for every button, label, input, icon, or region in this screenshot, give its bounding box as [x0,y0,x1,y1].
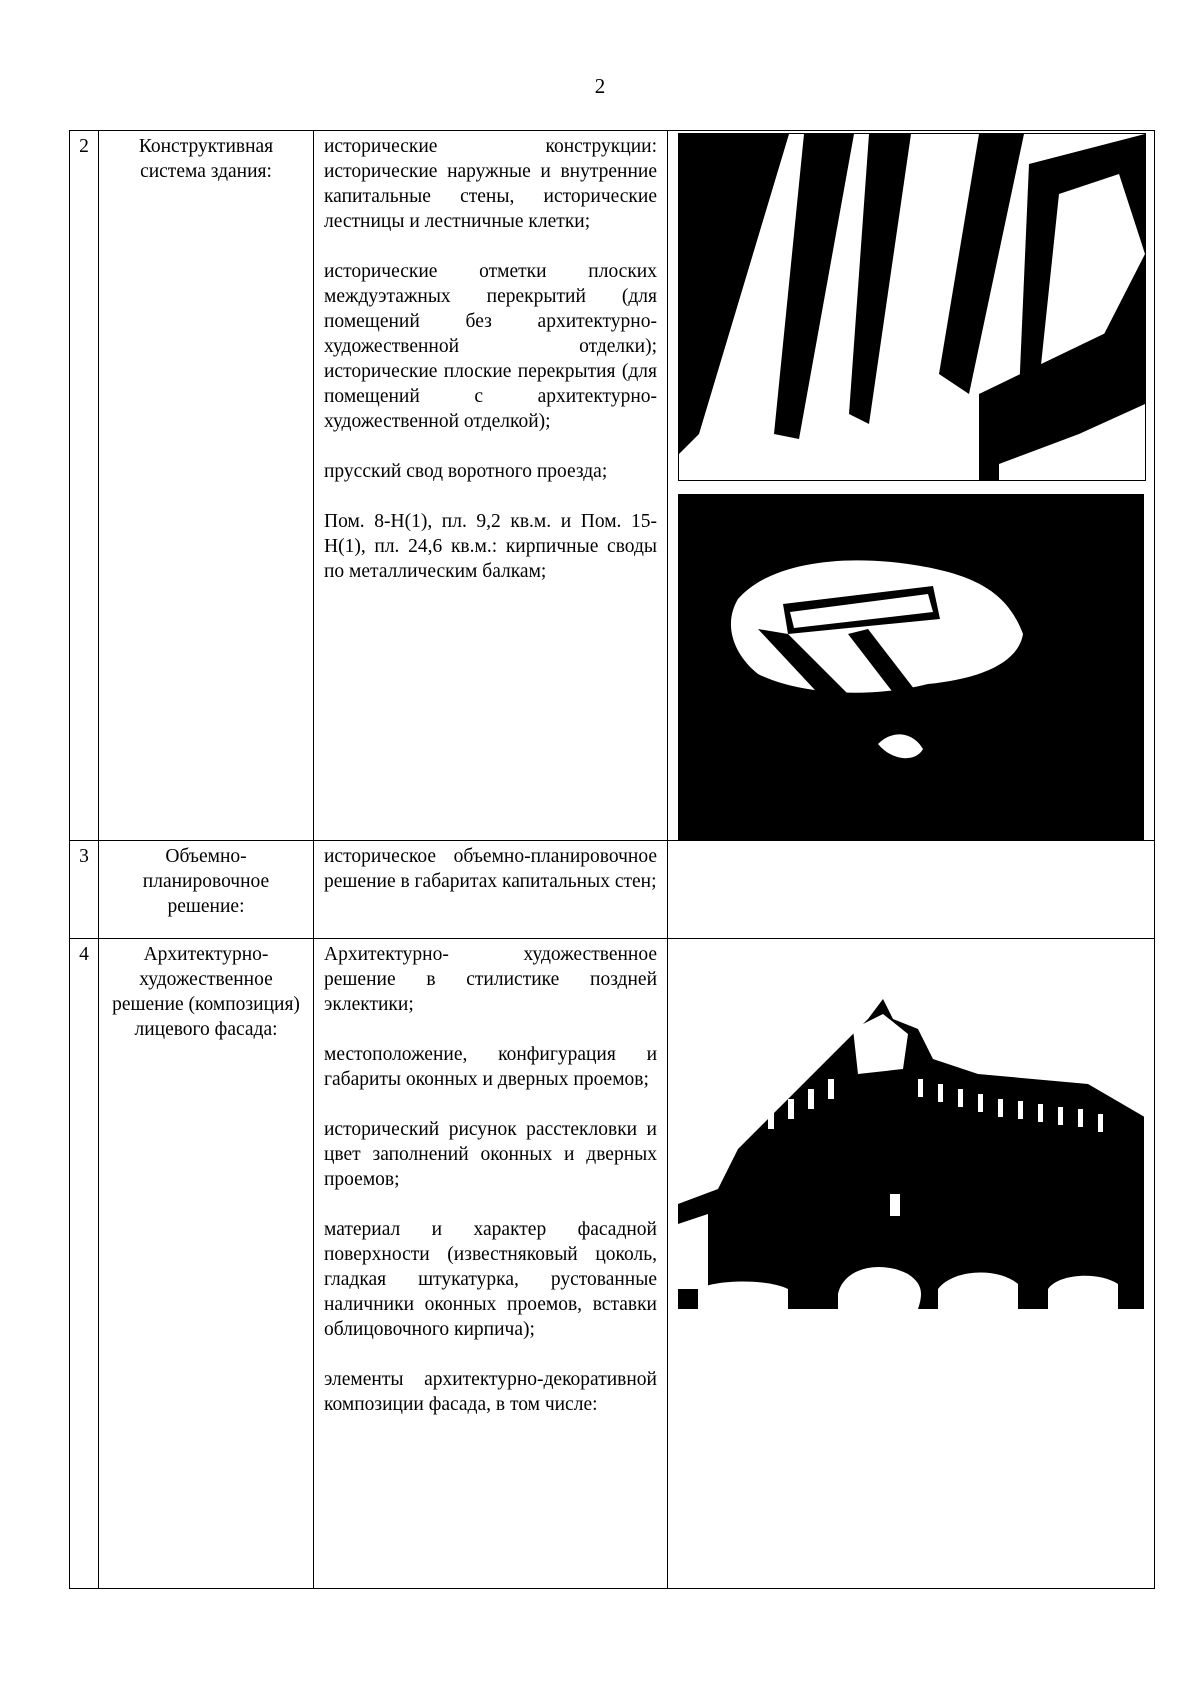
description-paragraph: прусский свод воротного проезда; [324,461,608,482]
row-number: 4 [70,939,99,1589]
description-paragraph: исторические конструкции: исторические наружные и внутренние капитальные стены, исторические лестницы и лестничные клетки; [324,136,657,232]
description-paragraph: местоположение, конфигурация и габариты оконных и дверных проемов; [324,1044,657,1090]
table-row [70,939,1155,1589]
facade-photo [678,989,1144,1309]
vault-photo [678,494,1144,840]
row-description [314,939,668,1589]
protection-subject-table [69,130,1155,1589]
photo-cell [668,131,1155,841]
row-number: 2 [70,131,99,841]
description-paragraph: Пом. 8-Н(1), пл. 9,2 кв.м. и Пом. 15-Н(1), пл. 24,6 кв.м.: кирпичные своды по металлическим балкам; [324,511,657,582]
description-paragraph: Архитектурно- художественное решение в стилистике поздней эклектики; [324,944,657,1015]
interior-ceiling-photo [678,133,1146,481]
row-description [314,131,668,841]
row-description [314,841,668,939]
description-paragraph: элементы архитектурно-декоративной композиции фасада, в том числе: [324,1369,657,1415]
description-paragraph: материал и характер фасадной поверхности (известняковый цоколь, гладкая штукатурка, рустованные наличники оконных проемов, вставки облицовочного кирпича); [324,1219,657,1340]
photo-cell [668,939,1155,1589]
row-name: Конструктивная система здания: [99,131,314,841]
page-number: 2 [594,74,606,98]
row-name: Архитектурно-художественное решение (композиция) лицевого фасада: [99,939,314,1589]
description-paragraph: историческое объемно-планировочное решение в габаритах капитальных стен; [324,846,657,892]
row-name: Объемно-планировочное решение: [99,841,314,939]
photo-cell [668,841,1155,939]
description-paragraph: исторический рисунок расстекловки и цвет заполнений оконных и дверных проемов; [324,1119,657,1190]
table-row [70,131,1155,841]
description-paragraph: исторические отметки плоских междуэтажных перекрытий (для помещений без архитектурно-художественной отделки); исторические плоские перекрытия (для помещений с архитектурно-художественной отделкой); [324,261,657,432]
table-row [70,841,1155,939]
row-number: 3 [70,841,99,939]
